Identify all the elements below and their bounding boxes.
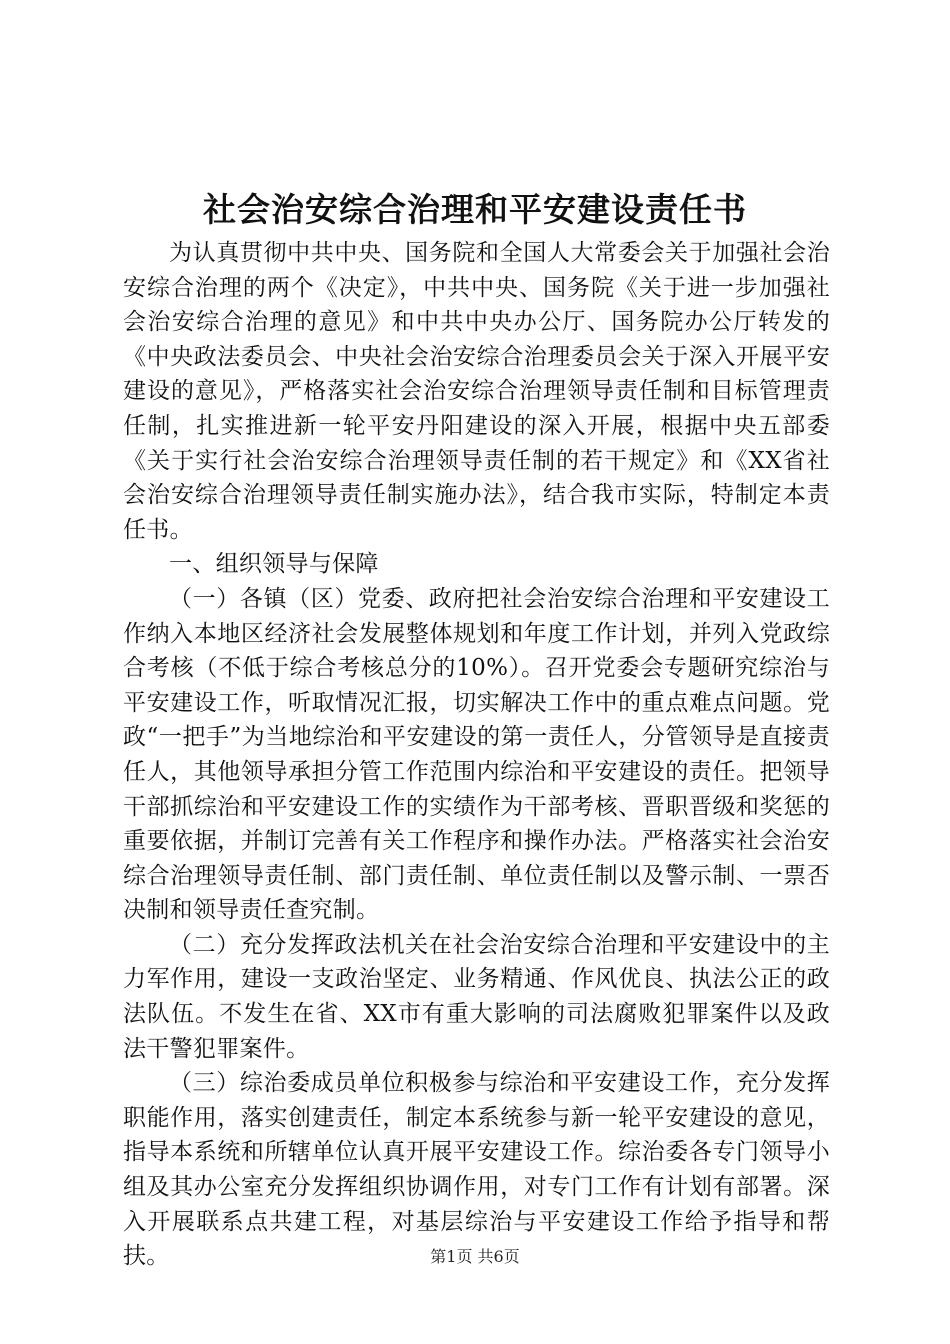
document-title: 社会治安综合治理和平安建设责任书 — [203, 190, 747, 229]
paragraph-item-2: （二）充分发挥政法机关在社会治安综合治理和平安建设中的主力军作用，建设一支政治坚定、业务精通、作风优良、执法公正的政法队伍。不发生在省、XX市有重大影响的司法腐败犯罪案件以及政法干警犯罪案件。 — [123, 931, 830, 1062]
page-footer: 第1页 共6页 — [430, 1247, 520, 1266]
section-heading: 一、组织领导与保障 — [169, 551, 379, 578]
paragraph-item-3: （三）综治委成员单位积极参与综治和平安建设工作，充分发挥职能作用，落实创建责任，制定本系统参与新一轮平安建设的意见，指导本系统和所辖单位认真开展平安建设工作。综治委各专门领导小组及其办公室充分发挥组织协调作用，对专门工作有计划有部署。深入开展联系点共建工程，对基层综治与平安建设工作给予指导和帮扶。 — [123, 1070, 830, 1270]
intro-paragraph: 为认真贯彻中共中央、国务院和全国人大常委会关于加强社会治安综合治理的两个《决定》，中共中央、国务院《关于进一步加强社会治安综合治理的意见》和中共中央办公厅、国务院办公厅转发的《中央政法委员会、中央社会治安综合治理委员会关于深入开展平安建设的意见》，严格落实社会治安综合治理领导责任制和目标管理责任制，扎实推进新一轮平安丹阳建设的深入开展，根据中央五部委《关于实行社会治安综合治理领导责任制的若干规定》和《XX省社会治安综合治理领导责任制实施办法》，结合我市实际，特制定本责任书。 — [123, 240, 830, 543]
paragraph-item-1: （一）各镇（区）党委、政府把社会治安综合治理和平安建设工作纳入本地区经济社会发展整体规划和年度工作计划，并列入党政综合考核（不低于综合考核总分的10%）。召开党委会专题研究综治与平安建设工作，听取情况汇报，切实解决工作中的重点难点问题。党政“一把手”为当地综治和平安建设的第一责任人，分管领导是直接责任人，其他领导承担分管工作范围内综治和平安建设的责任。把领导干部抓综治和平安建设工作的实绩作为干部考核、晋职晋级和奖惩的重要依据，并制订完善有关工作程序和操作办法。严格落实社会治安综合治理领导责任制、部门责任制、单位责任制以及警示制、一票否决制和领导责任查究制。 — [123, 585, 830, 924]
document-body — [123, 236, 830, 1274]
